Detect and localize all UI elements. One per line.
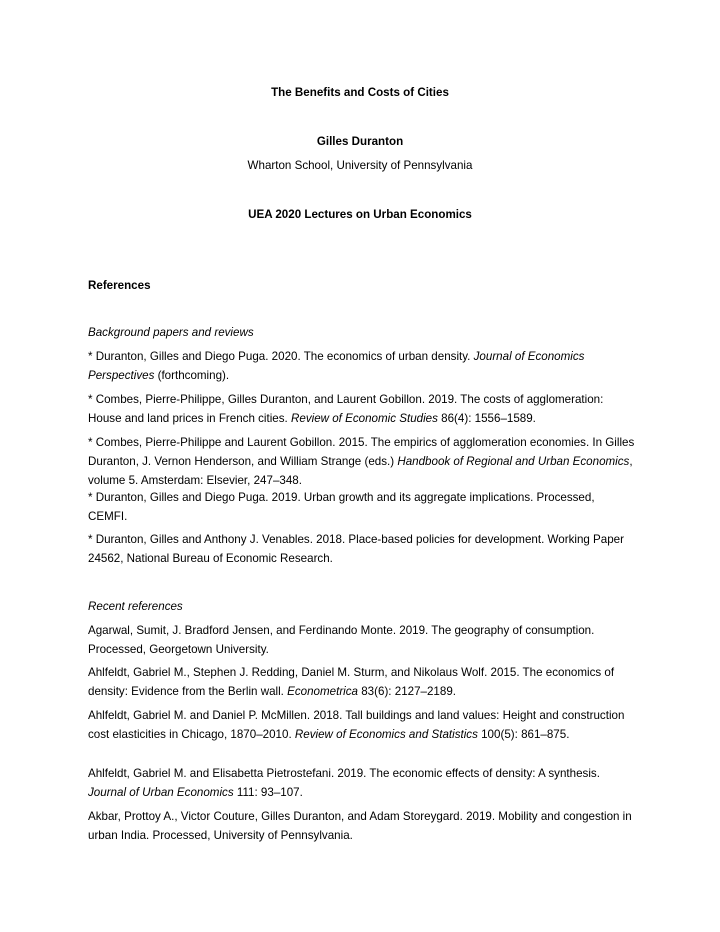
reference-journal: Handbook of Regional and Urban Economics (397, 455, 630, 468)
reference-details: 100(5): 861–875. (477, 728, 570, 741)
lecture-series: UEA 2020 Lectures on Urban Economics (248, 208, 472, 221)
reference-text: Ahlfeldt, Gabriel M. and Elisabetta Pietrostefani. 2019. The economic effects of density: A synthesis. (88, 767, 600, 780)
reference-item (88, 390, 636, 428)
reference-journal: Review of Economic Studies (291, 412, 438, 425)
document-title: The Benefits and Costs of Cities (271, 86, 449, 99)
reference-item (88, 433, 636, 490)
background-section-label: Background papers and reviews (88, 326, 254, 339)
reference-text: * Combes, Pierre-Philippe and Laurent Gobillon. 2015. The empirics of agglomeration economies. In Gilles Duranton, J. Vernon Henderson, and William Strange (eds.) (88, 436, 635, 468)
reference-item (88, 488, 636, 526)
reference-text: Ahlfeldt, Gabriel M., Stephen J. Redding, Daniel M. Sturm, and Nikolaus Wolf. 2015. The economics of density: Evidence from the Berlin wall. (88, 666, 615, 698)
reference-details: (forthcoming). (154, 369, 230, 382)
reference-details: 83(6): 2127–2189. (358, 685, 456, 698)
reference-details: 111: 93–107. (233, 786, 303, 799)
reference-details: , volume 5. Amsterdam: Elsevier, 247–348. (88, 455, 633, 487)
reference-text: Akbar, Prottoy A., Victor Couture, Gilles Duranton, and Adam Storeygard. 2019. Mobility and congestion in urban India. Processed, University of Pennsylvania. (88, 810, 632, 842)
reference-item (88, 621, 636, 659)
reference-item (88, 764, 636, 802)
reference-journal: Journal of Economics Perspectives (88, 350, 585, 382)
reference-item (88, 530, 636, 568)
reference-details: 86(4): 1556–1589. (437, 412, 536, 425)
reference-text: * Duranton, Gilles and Diego Puga. 2020. The economics of urban density. (88, 350, 474, 363)
reference-text: Agarwal, Sumit, J. Bradford Jensen, and Ferdinando Monte. 2019. The geography of consumption. Processed, Georgetown University. (88, 624, 595, 656)
reference-item (88, 347, 636, 385)
reference-journal: Journal of Urban Economics (88, 786, 234, 799)
author-name: Gilles Duranton (316, 135, 404, 148)
reference-text: * Duranton, Gilles and Diego Puga. 2019. Urban growth and its aggregate implications. Processed, CEMFI. (88, 491, 595, 523)
reference-text: * Duranton, Gilles and Anthony J. Venables. 2018. Place-based policies for development. Working Paper 24562, National Bureau of Economic Research. (88, 533, 624, 565)
recent-section-label: Recent references (88, 600, 183, 613)
reference-journal: Econometrica (287, 685, 359, 698)
reference-item (88, 706, 636, 744)
reference-text: Ahlfeldt, Gabriel M. and Daniel P. McMillen. 2018. Tall buildings and land values: Height and construction cost elasticities in Chicago, 1870–2010. (88, 709, 625, 741)
reference-journal: Review of Economics and Statistics (294, 728, 478, 741)
reference-item (88, 807, 636, 845)
author-affiliation: Wharton School, University of Pennsylvania (247, 159, 473, 172)
references-heading: References (88, 279, 151, 292)
reference-text: * Combes, Pierre-Philippe, Gilles Duranton, and Laurent Gobillon. 2019. The costs of agglomeration: House and land prices in French cities. (88, 393, 604, 425)
reference-item (88, 663, 636, 701)
